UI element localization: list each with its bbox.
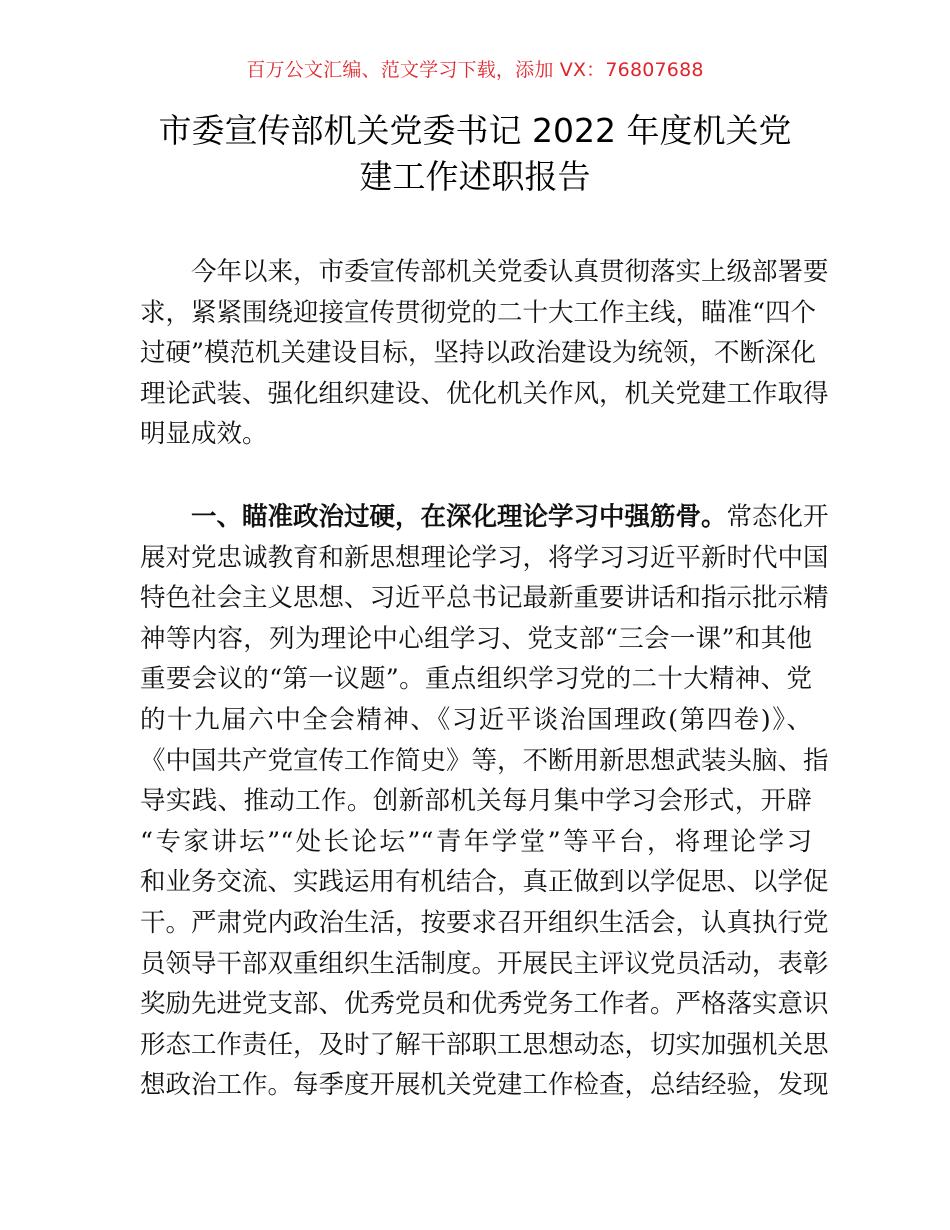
text-line: 理论武装、强化组织建设、优化机关作风，机关党建工作取得 <box>140 378 829 409</box>
text-line: 和业务交流、实践运用有机结合，真正做到以学促思、以学促 <box>140 867 829 898</box>
text-line: 明显成效。 <box>140 419 268 450</box>
text-line: 展对党忠诚教育和新思想理论学习，将学习习近平新时代中国 <box>140 542 829 573</box>
watermark-banner: 百万公文汇编、范文学习下载，添加 VX：76807688 <box>246 59 704 81</box>
text-line: 《中国共产党宣传工作简史》等，不断用新思想武装头脑、指 <box>140 745 829 776</box>
document-title <box>0 108 950 200</box>
text-line: 求，紧紧围绕迎接宣传贯彻党的二十大工作主线，瞄准“四个 <box>140 297 817 328</box>
text-line-with-heading <box>140 497 829 538</box>
text-line: 特色社会主义思想、习近平总书记最新重要讲话和指示批示精 <box>140 583 829 614</box>
text-line: 神等内容，列为理论中心组学习、党支部“三会一课”和其他 <box>140 623 812 654</box>
title-line: 市委宣传部机关党委书记 2022 年度机关党 <box>158 111 792 150</box>
text-line: 过硬”模范机关建设目标，坚持以政治建设为统领，不断深化 <box>140 338 817 369</box>
text-line: 干。严肃党内政治生活，按要求召开组织生活会，认真执行党 <box>140 907 829 938</box>
text-line: “专家讲坛”“处长论坛”“青年学堂”等平台，将理论学习 <box>140 826 812 857</box>
text-line: 重要会议的“第一议题”。重点组织学习党的二十大精神、党 <box>140 664 812 695</box>
text-line: 奖励先进党支部、优秀党员和优秀党务工作者。严格落实意识 <box>140 989 829 1020</box>
text-line: 的十九届六中全会精神、《习近平谈治国理政(第四卷)》、 <box>140 704 812 735</box>
text-line: 今年以来，市委宣传部机关党委认真贯彻落实上级部署要 <box>191 257 829 287</box>
paragraph-section-one <box>140 497 829 1106</box>
text-line: 导实践、推动工作。创新部机关每月集中学习会形式，开辟 <box>140 786 812 817</box>
text-run: 常态化开 <box>726 502 829 532</box>
paragraph-intro <box>140 252 829 455</box>
section-heading: 一、瞄准政治过硬，在深化理论学习中强筋骨。 <box>191 502 727 532</box>
text-line: 员领导干部双重组织生活制度。开展民主评议党员活动，表彰 <box>140 948 829 979</box>
title-line: 建工作述职报告 <box>359 157 591 196</box>
text-line: 想政治工作。每季度开展机关党建工作检查，总结经验，发现 <box>140 1070 829 1101</box>
text-line: 形态工作责任，及时了解干部职工思想动态，切实加强机关思 <box>140 1029 829 1060</box>
